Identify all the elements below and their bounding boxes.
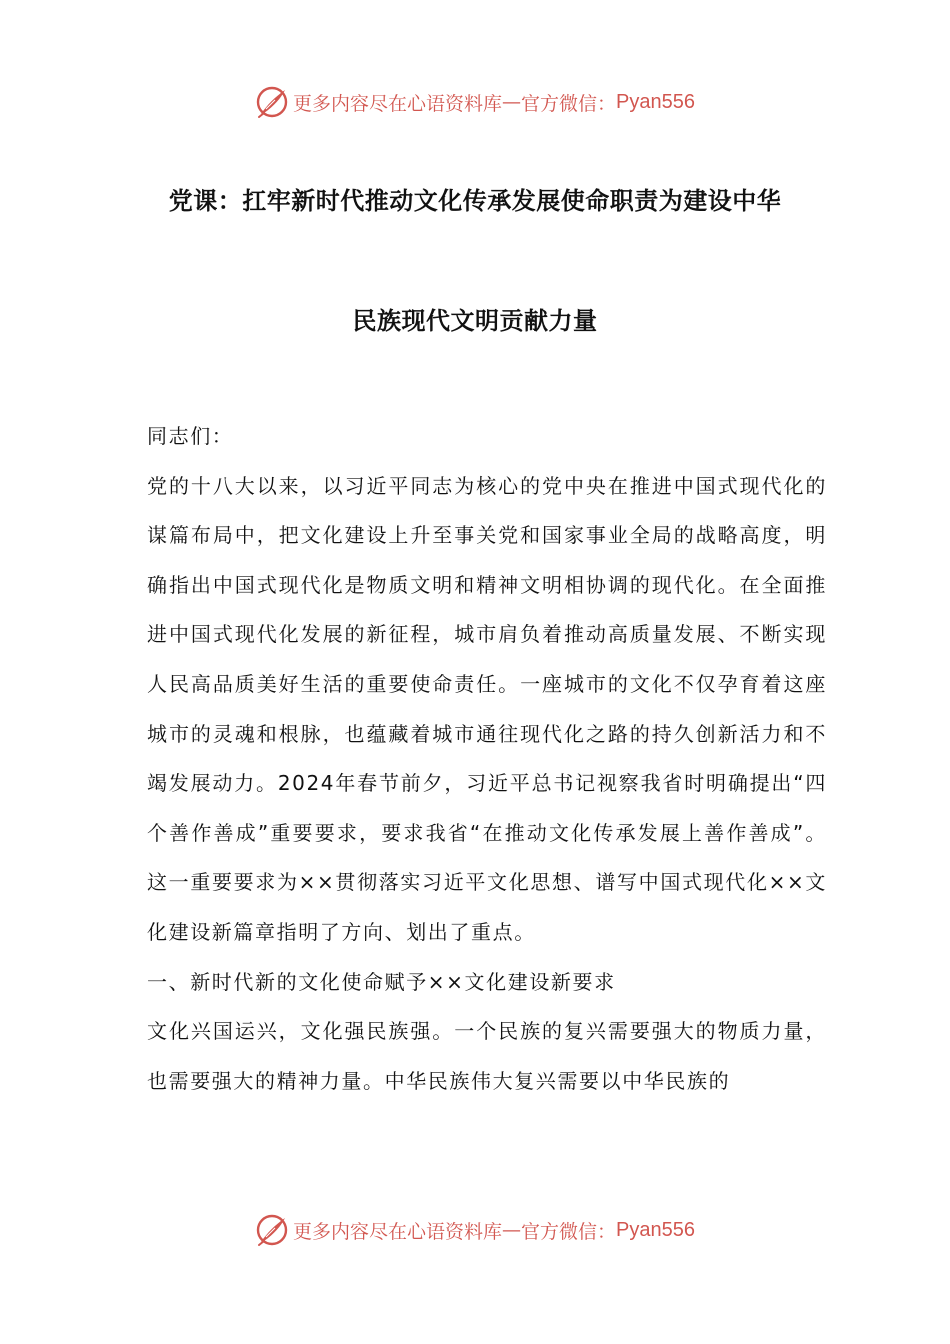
banner-wechat-id: Pyan556: [616, 90, 695, 113]
section-paragraph: 文化兴国运兴，文化强民族强。一个民族的复兴需要强大的物质力量，也需要强大的精神力量。中华民族伟大复兴需要以中华民族的: [147, 1019, 827, 1093]
header-banner: [0, 82, 950, 122]
banner-wechat-id: Pyan556: [616, 1218, 695, 1241]
document-body: [147, 412, 827, 1106]
section-heading: 一、新时代新的文化使命赋予××文化建设新要求: [147, 969, 616, 994]
document-title-line-2: 民族现代文明贡献力量: [352, 307, 598, 335]
quill-pen-logo-icon: [255, 1213, 289, 1247]
salutation: 同志们：: [147, 424, 234, 448]
banner-promo-text: 更多内容尽在心语资料库: [293, 1220, 503, 1243]
banner-separator: —: [502, 1219, 522, 1241]
footer-banner: [0, 1210, 950, 1250]
quill-pen-logo-icon: [255, 85, 289, 119]
banner-wechat-label: 官方微信：: [521, 1220, 617, 1243]
intro-paragraph: 党的十八大以来，以习近平同志为核心的党中央在推进中国式现代化的谋篇布局中，把文化建设上升至事关党和国家事业全局的战略高度，明确指出中国式现代化是物质文明和精神文明相协调的现代化。在全面推进中国式现代化发展的新征程，城市肩负着推动高质量发展、不断实现人民高品质美好生活的重要使命责任。一座城市的文化不仅孕育着这座城市的灵魂和根脉，也蕴藏着城市通往现代化之路的持久创新活力和不竭发展动力。2024年春节前夕，习近平总书记视察我省时明确提出“四个善作善成”重要要求，要求我省“在推动文化传承发展上善作善成”。这一重要要求为××贯彻落实习近平文化思想、谱写中国式现代化××文化建设新篇章指明了方向、划出了重点。: [147, 473, 827, 944]
banner-wechat-label: 官方微信：: [521, 92, 617, 115]
document-title-line-1: 党课：扛牢新时代推动文化传承发展使命职责为建设中华: [168, 187, 782, 215]
banner-separator: —: [502, 91, 522, 113]
banner-promo-text: 更多内容尽在心语资料库: [293, 92, 503, 115]
